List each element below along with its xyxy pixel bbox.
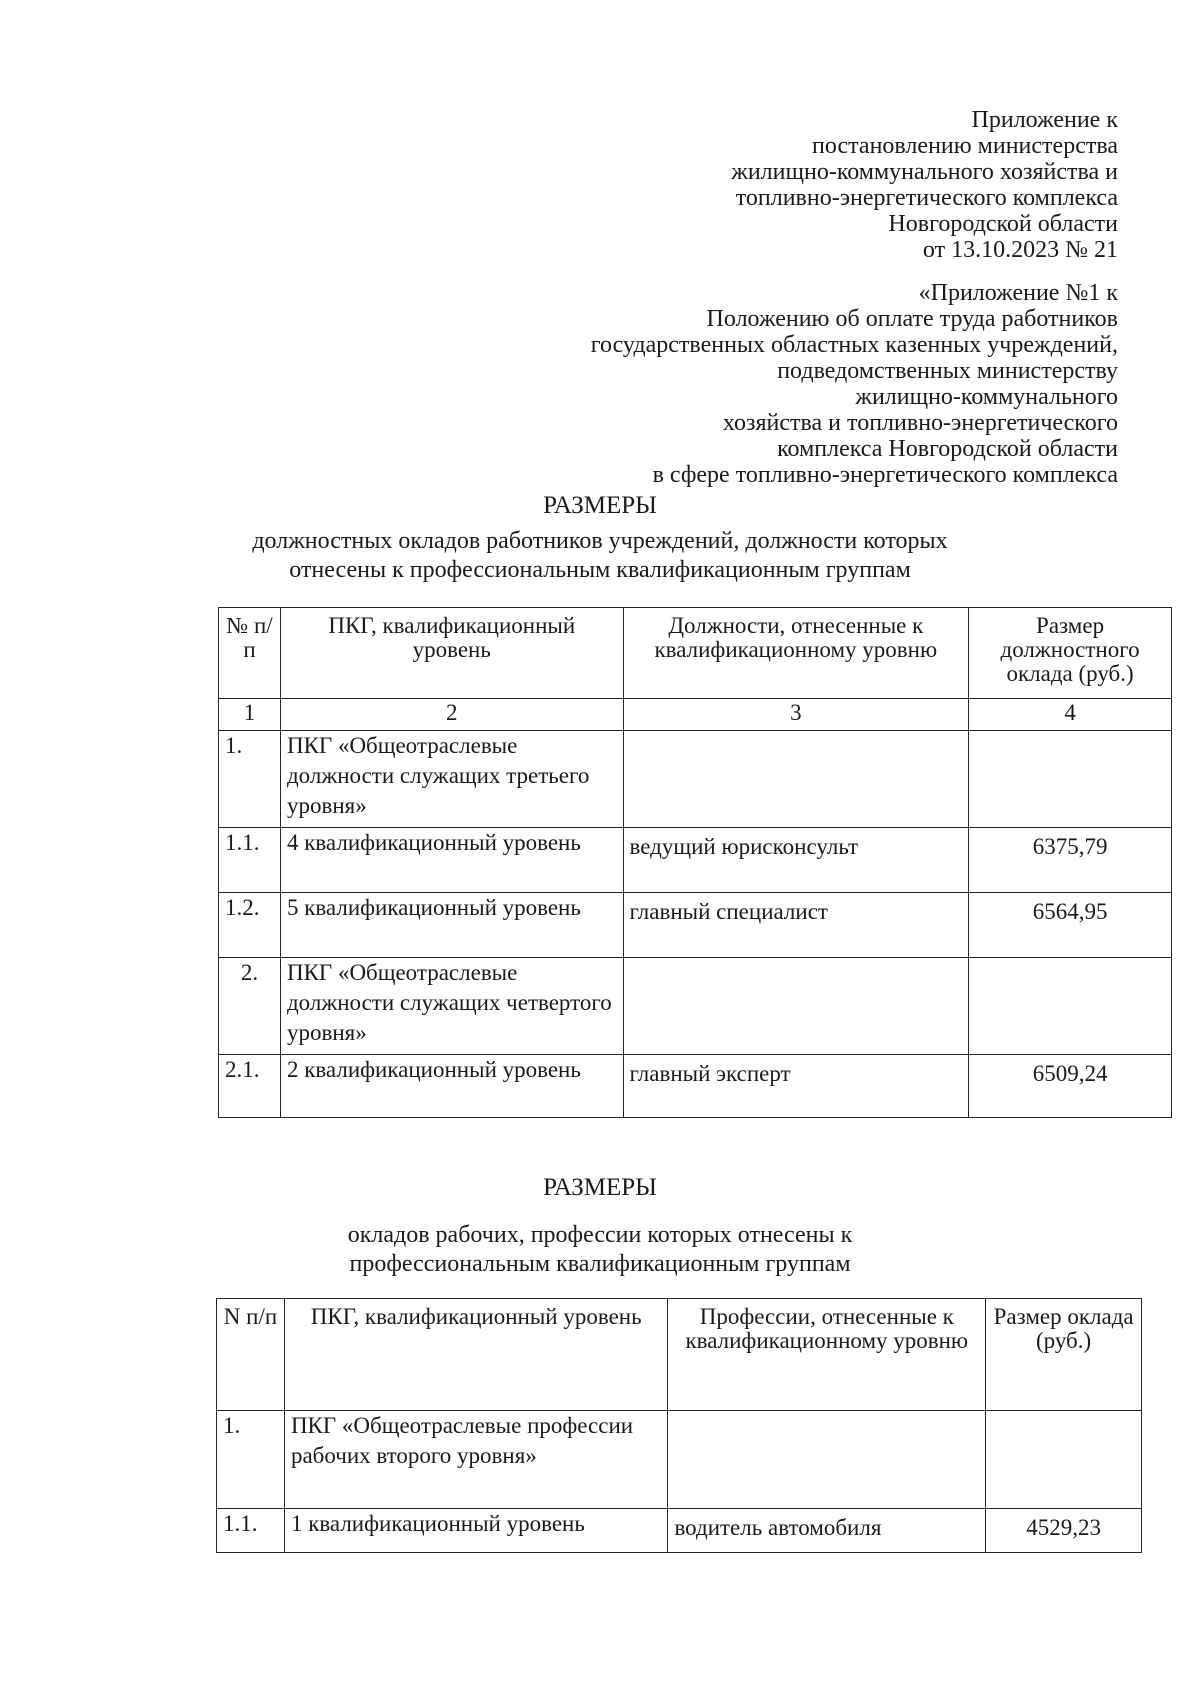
appendix-line: от 13.10.2023 № 21 xyxy=(922,237,1118,263)
regulation-line: в сфере топливно-энергетического комплекса xyxy=(652,462,1118,488)
row-num: 1.1. xyxy=(219,828,281,893)
section1-subtitle-line: должностных окладов работников учреждений, должности которых xyxy=(252,528,948,554)
regulation-line: комплекса Новгородской области xyxy=(777,436,1118,462)
row-level: 5 квалификационный уровень xyxy=(280,893,623,958)
section2-subtitle xyxy=(0,1221,1200,1279)
regulation-line: государственных областных казенных учреждений, xyxy=(590,332,1118,358)
salaries-table-workers xyxy=(216,1298,1142,1553)
section1-subtitle-line: отнесены к профессиональным квалификационным группам xyxy=(289,557,911,583)
row-position: водитель автомобиля xyxy=(668,1509,986,1553)
section2-subtitle-line: окладов рабочих, профессии которых отнесены к xyxy=(347,1222,853,1248)
row-salary: 4529,23 xyxy=(986,1509,1142,1553)
row-num: 1. xyxy=(219,731,281,828)
regulation-line: подведомственных министерству xyxy=(777,358,1118,384)
row-salary xyxy=(969,958,1172,1055)
regulation-header xyxy=(591,280,1118,488)
regulation-line: жилищно-коммунального xyxy=(855,384,1118,410)
column-number: 4 xyxy=(969,699,1172,731)
table-header-row xyxy=(217,1299,1142,1411)
column-number-row xyxy=(219,699,1172,731)
row-position xyxy=(623,731,969,828)
table-row xyxy=(219,1055,1172,1118)
row-level: ПКГ «Общеотраслевые профессии рабочих второго уровня» xyxy=(284,1411,668,1509)
row-position xyxy=(668,1411,986,1509)
table-header-row xyxy=(219,608,1172,699)
row-position: главный эксперт xyxy=(623,1055,969,1118)
row-position: главный специалист xyxy=(623,893,969,958)
row-num: 2.1. xyxy=(219,1055,281,1118)
row-salary xyxy=(986,1411,1142,1509)
table-row xyxy=(219,893,1172,958)
column-number: 2 xyxy=(280,699,623,731)
row-salary: 6564,95 xyxy=(969,893,1172,958)
header-level: ПКГ, квалификационный уровень xyxy=(280,608,623,699)
column-number: 1 xyxy=(219,699,281,731)
appendix-line: Приложение к xyxy=(971,107,1118,133)
row-num: 2. xyxy=(219,958,281,1055)
row-salary: 6375,79 xyxy=(969,828,1172,893)
appendix-line: топливно-энергетического комплекса xyxy=(735,185,1118,211)
table-row xyxy=(217,1509,1142,1553)
row-salary xyxy=(969,731,1172,828)
header-salary: Размер должностного оклада (руб.) xyxy=(969,608,1172,699)
regulation-line: хозяйства и топливно-энергетического xyxy=(722,410,1118,436)
row-salary: 6509,24 xyxy=(969,1055,1172,1118)
salaries-table-employees xyxy=(218,607,1172,1118)
row-level: ПКГ «Общеотраслевые должности служащих четвертого уровня» xyxy=(280,958,623,1055)
appendix-line: жилищно-коммунального хозяйства и xyxy=(731,159,1118,185)
table-row xyxy=(219,828,1172,893)
appendix-line: Новгородской области xyxy=(888,211,1118,237)
header-num: N п/п xyxy=(217,1299,285,1411)
section2-subtitle-line: профессиональным квалификационным группам xyxy=(349,1251,851,1277)
table-row xyxy=(219,958,1172,1055)
row-level: 2 квалификационный уровень xyxy=(280,1055,623,1118)
appendix-header xyxy=(731,107,1118,263)
row-position: ведущий юрисконсульт xyxy=(623,828,969,893)
header-position: Профессии, отнесенные к квалификационному уровню xyxy=(668,1299,986,1411)
section2-title: РАЗМЕРЫ xyxy=(543,1174,657,1201)
appendix-line: постановлению министерства xyxy=(812,133,1118,159)
row-level: 1 квалификационный уровень xyxy=(284,1509,668,1553)
regulation-line: Положению об оплате труда работников xyxy=(706,306,1118,332)
row-num: 1.1. xyxy=(217,1509,285,1553)
row-num: 1.2. xyxy=(219,893,281,958)
header-level: ПКГ, квалификационный уровень xyxy=(284,1299,668,1411)
header-position: Должности, отнесенные к квалификационному уровню xyxy=(623,608,969,699)
row-num: 1. xyxy=(217,1411,285,1509)
table-row xyxy=(219,731,1172,828)
section1-title: РАЗМЕРЫ xyxy=(543,492,657,519)
header-salary: Размер оклада (руб.) xyxy=(986,1299,1142,1411)
row-position xyxy=(623,958,969,1055)
column-number: 3 xyxy=(623,699,969,731)
header-num: № п/п xyxy=(219,608,281,699)
regulation-line: «Приложение №1 к xyxy=(918,280,1118,306)
table-row xyxy=(217,1411,1142,1509)
row-level: 4 квалификационный уровень xyxy=(280,828,623,893)
row-level: ПКГ «Общеотраслевые должности служащих третьего уровня» xyxy=(280,731,623,828)
section1-subtitle xyxy=(0,527,1200,585)
